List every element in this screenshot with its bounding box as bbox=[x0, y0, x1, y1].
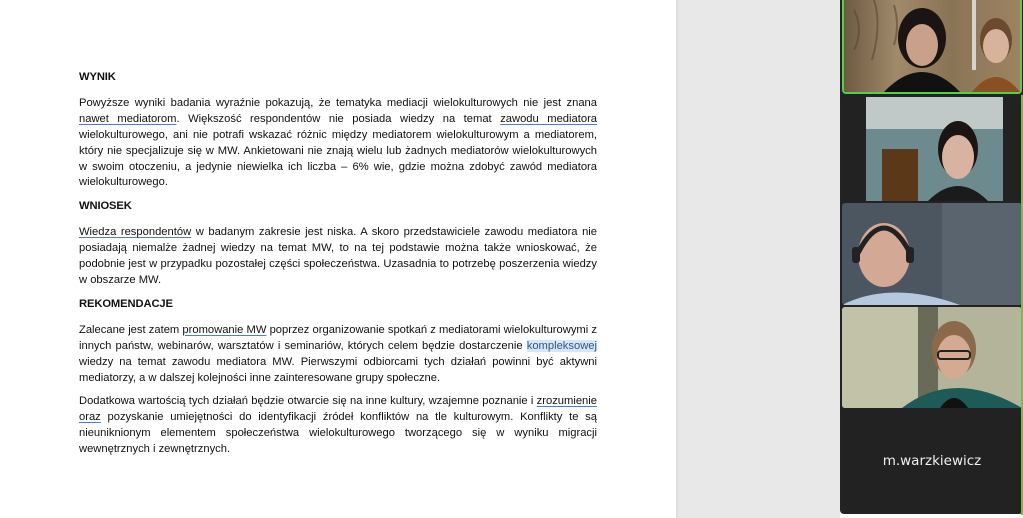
spellcheck-underlined-text[interactable]: Wiedza respondentów bbox=[79, 226, 192, 239]
text-run: pozyskanie umiejętności do identyfikacji źródeł konfliktów na tle kulturowym. Konflikty te są nieuniknionym elementem społeczeństwa wielokulturowego tworzącego się w wyniku migracji wewnętrznych i zewnętrznych. bbox=[79, 411, 597, 456]
paragraph-rekomendacje-1 bbox=[79, 323, 597, 387]
paragraph-wniosek bbox=[79, 225, 597, 289]
spellcheck-underlined-text[interactable]: nawet mediatorom bbox=[79, 112, 177, 125]
text-run: w badanym zakresie jest niska. A skoro przedstawiciele zawodu mediatora nie posiadają niemalże żadnej wiedzy na temat MW, to na tej podstawie można także wnioskować, że podobnie jest w przypadku pozostałej części społeczeństwa. Uzasadnia to potrzebę poszerzenia wiedzy w obszarze MW. bbox=[79, 226, 598, 286]
paragraph-rekomendacje-2 bbox=[79, 394, 597, 458]
text-run: poprzez organizowanie spotkań z mediatorami wielokulturowymi z innych państw, webinarów, warsztatów i seminariów, których celem będzie dostarczenie bbox=[79, 323, 597, 352]
paragraph-wynik bbox=[79, 96, 597, 191]
text-run: Powyższe wyniki badania wyraźnie pokazują, że tematyka mediacji wielokulturowych nie jest znana bbox=[79, 96, 597, 109]
participant-name: m.warzkiewicz bbox=[882, 452, 982, 469]
section-heading-wniosek: WNIOSEK bbox=[79, 200, 132, 213]
video-tile-participant-4[interactable] bbox=[842, 307, 1022, 408]
text-run: Dodatkowa wartością tych działań będzie otwarcie się na inne kultury, wzajemne poznanie i bbox=[79, 395, 537, 408]
spellcheck-underlined-text[interactable]: zawodu mediatora bbox=[500, 112, 598, 125]
text-run: wiedzy na temat zawodu mediatora MW. Pierwszymi odbiorcami tych działań powinni być aktywni mediatorzy, a w dalszej kolejności inne zainteresowane grupy społeczne. bbox=[79, 355, 597, 384]
spellcheck-underlined-text[interactable]: promowanie MW bbox=[182, 323, 267, 336]
section-heading-rekomendacje: REKOMENDACJE bbox=[79, 297, 173, 310]
text-run: Zalecane jest zatem bbox=[79, 323, 183, 336]
video-gallery-panel bbox=[840, 0, 1023, 514]
text-run: wielokulturowego, ani nie potrafi wskazać różnic między mediatorem wielokulturowym a mediatorem, który nie specjalizuje się w MW. Ankietowani nie znają wielu lub żadnych mediatorów wielokulturowych w swoim otoczeniu, a jedynie niewielka ich liczba – 6% wie, gdzie można zdobyć zawód mediatora wielokulturowego. bbox=[79, 128, 597, 189]
participant-video-feed bbox=[842, 307, 1022, 408]
video-tile-participant-2[interactable] bbox=[842, 97, 1022, 201]
text-run: . Większość respondentów nie posiada wiedzy na temat bbox=[176, 112, 501, 125]
video-tile-participant-3[interactable] bbox=[842, 203, 1022, 305]
section-heading-wynik: WYNIK bbox=[79, 71, 116, 83]
participant-video-feed bbox=[844, 0, 1020, 92]
highlighted-text[interactable]: kompleksowej bbox=[526, 339, 597, 352]
document-background bbox=[676, 0, 840, 518]
video-tile-participant-1[interactable] bbox=[842, 0, 1022, 94]
document-body[interactable] bbox=[79, 70, 597, 458]
participant-video-feed bbox=[842, 97, 1022, 201]
participant-video-feed bbox=[842, 203, 1022, 305]
spellcheck-underlined-text[interactable]: zrozumienie oraz bbox=[79, 395, 597, 424]
video-tile-participant-5[interactable] bbox=[842, 410, 1022, 513]
